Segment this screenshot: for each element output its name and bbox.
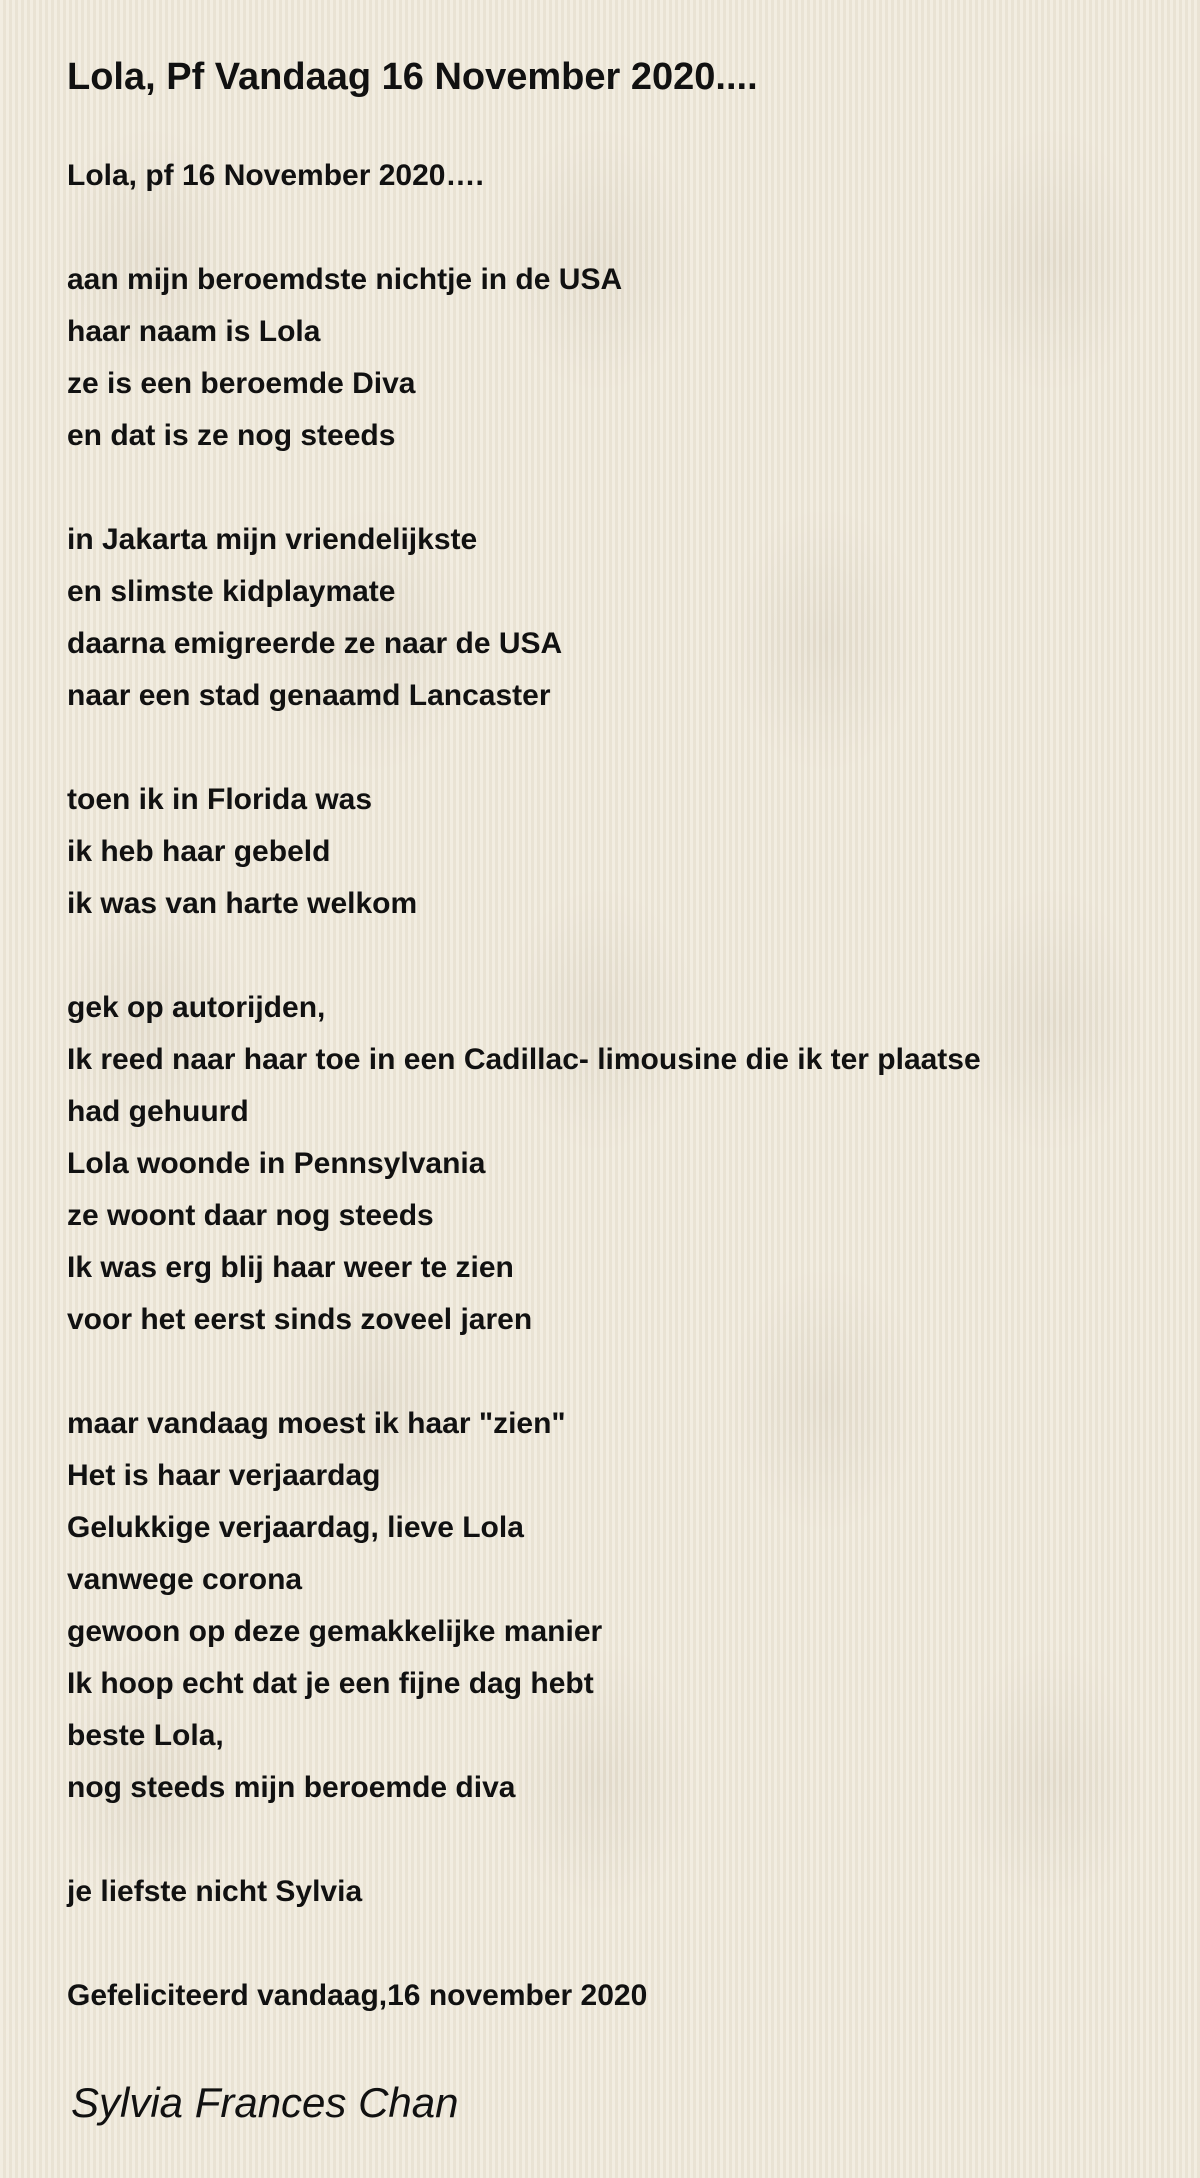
poem-line: Lola, pf 16 November 2020….: [67, 159, 484, 192]
poem-stanza: [67, 514, 1167, 722]
poem-line: ik was van harte welkom: [67, 887, 418, 920]
poem-line: naar een stad genaamd Lancaster: [67, 679, 551, 712]
poem-title: Lola, Pf Vandaag 16 November 2020....: [67, 56, 758, 98]
poem-line: Gefeliciteerd vandaag,16 november 2020: [67, 1979, 648, 2012]
poem-line: in Jakarta mijn vriendelijkste: [67, 523, 478, 556]
poem-line: nog steeds mijn beroemde diva: [67, 1771, 516, 1804]
poem-line: ik heb haar gebeld: [67, 835, 331, 868]
poem-line: voor het eerst sinds zoveel jaren: [67, 1303, 533, 1336]
poem-line: gewoon op deze gemakkelijke manier: [67, 1615, 603, 1648]
poem-line: ze woont daar nog steeds: [67, 1199, 434, 1232]
poem-line: aan mijn beroemdste nichtje in de USA: [67, 263, 623, 296]
poem-line: Gelukkige verjaardag, lieve Lola: [67, 1511, 524, 1544]
poem-line: ze is een beroemde Diva: [67, 367, 416, 400]
poem-line: je liefste nicht Sylvia: [67, 1875, 363, 1908]
poem-stanza: [67, 254, 1167, 462]
poem-line: vanwege corona: [67, 1563, 303, 1596]
poem-card: [67, 52, 1167, 2074]
poem-line: en slimste kidplaymate: [67, 575, 396, 608]
poem-stanza: [67, 1398, 1167, 1814]
poem-line: en dat is ze nog steeds: [67, 419, 396, 452]
author-signature: Sylvia Frances Chan: [71, 2079, 459, 2126]
poem-line: haar naam is Lola: [67, 315, 321, 348]
poem-body: [67, 150, 1167, 2022]
poem-line: Ik reed naar haar toe in een Cadillac- limousine die ik ter plaatse: [67, 1043, 981, 1076]
poem-stanza: [67, 774, 1167, 930]
poem-line: daarna emigreerde ze naar de USA: [67, 627, 563, 660]
poem-stanza: [67, 1866, 1167, 1918]
poem-line: toen ik in Florida was: [67, 783, 373, 816]
poem-stanza: [67, 982, 1167, 1346]
poem-line: Het is haar verjaardag: [67, 1459, 381, 1492]
poem-line: Ik hoop echt dat je een fijne dag hebt: [67, 1667, 594, 1700]
poem-stanza: [67, 150, 1167, 202]
poem-line: Lola woonde in Pennsylvania: [67, 1147, 486, 1180]
poem-line: beste Lola,: [67, 1719, 224, 1752]
poem-line: Ik was erg blij haar weer te zien: [67, 1251, 514, 1284]
poem-line: gek op autorijden,: [67, 991, 326, 1024]
poem-stanza: [67, 1970, 1167, 2022]
poem-line: maar vandaag moest ik haar "zien": [67, 1407, 566, 1440]
poem-line: had gehuurd: [67, 1095, 249, 1128]
